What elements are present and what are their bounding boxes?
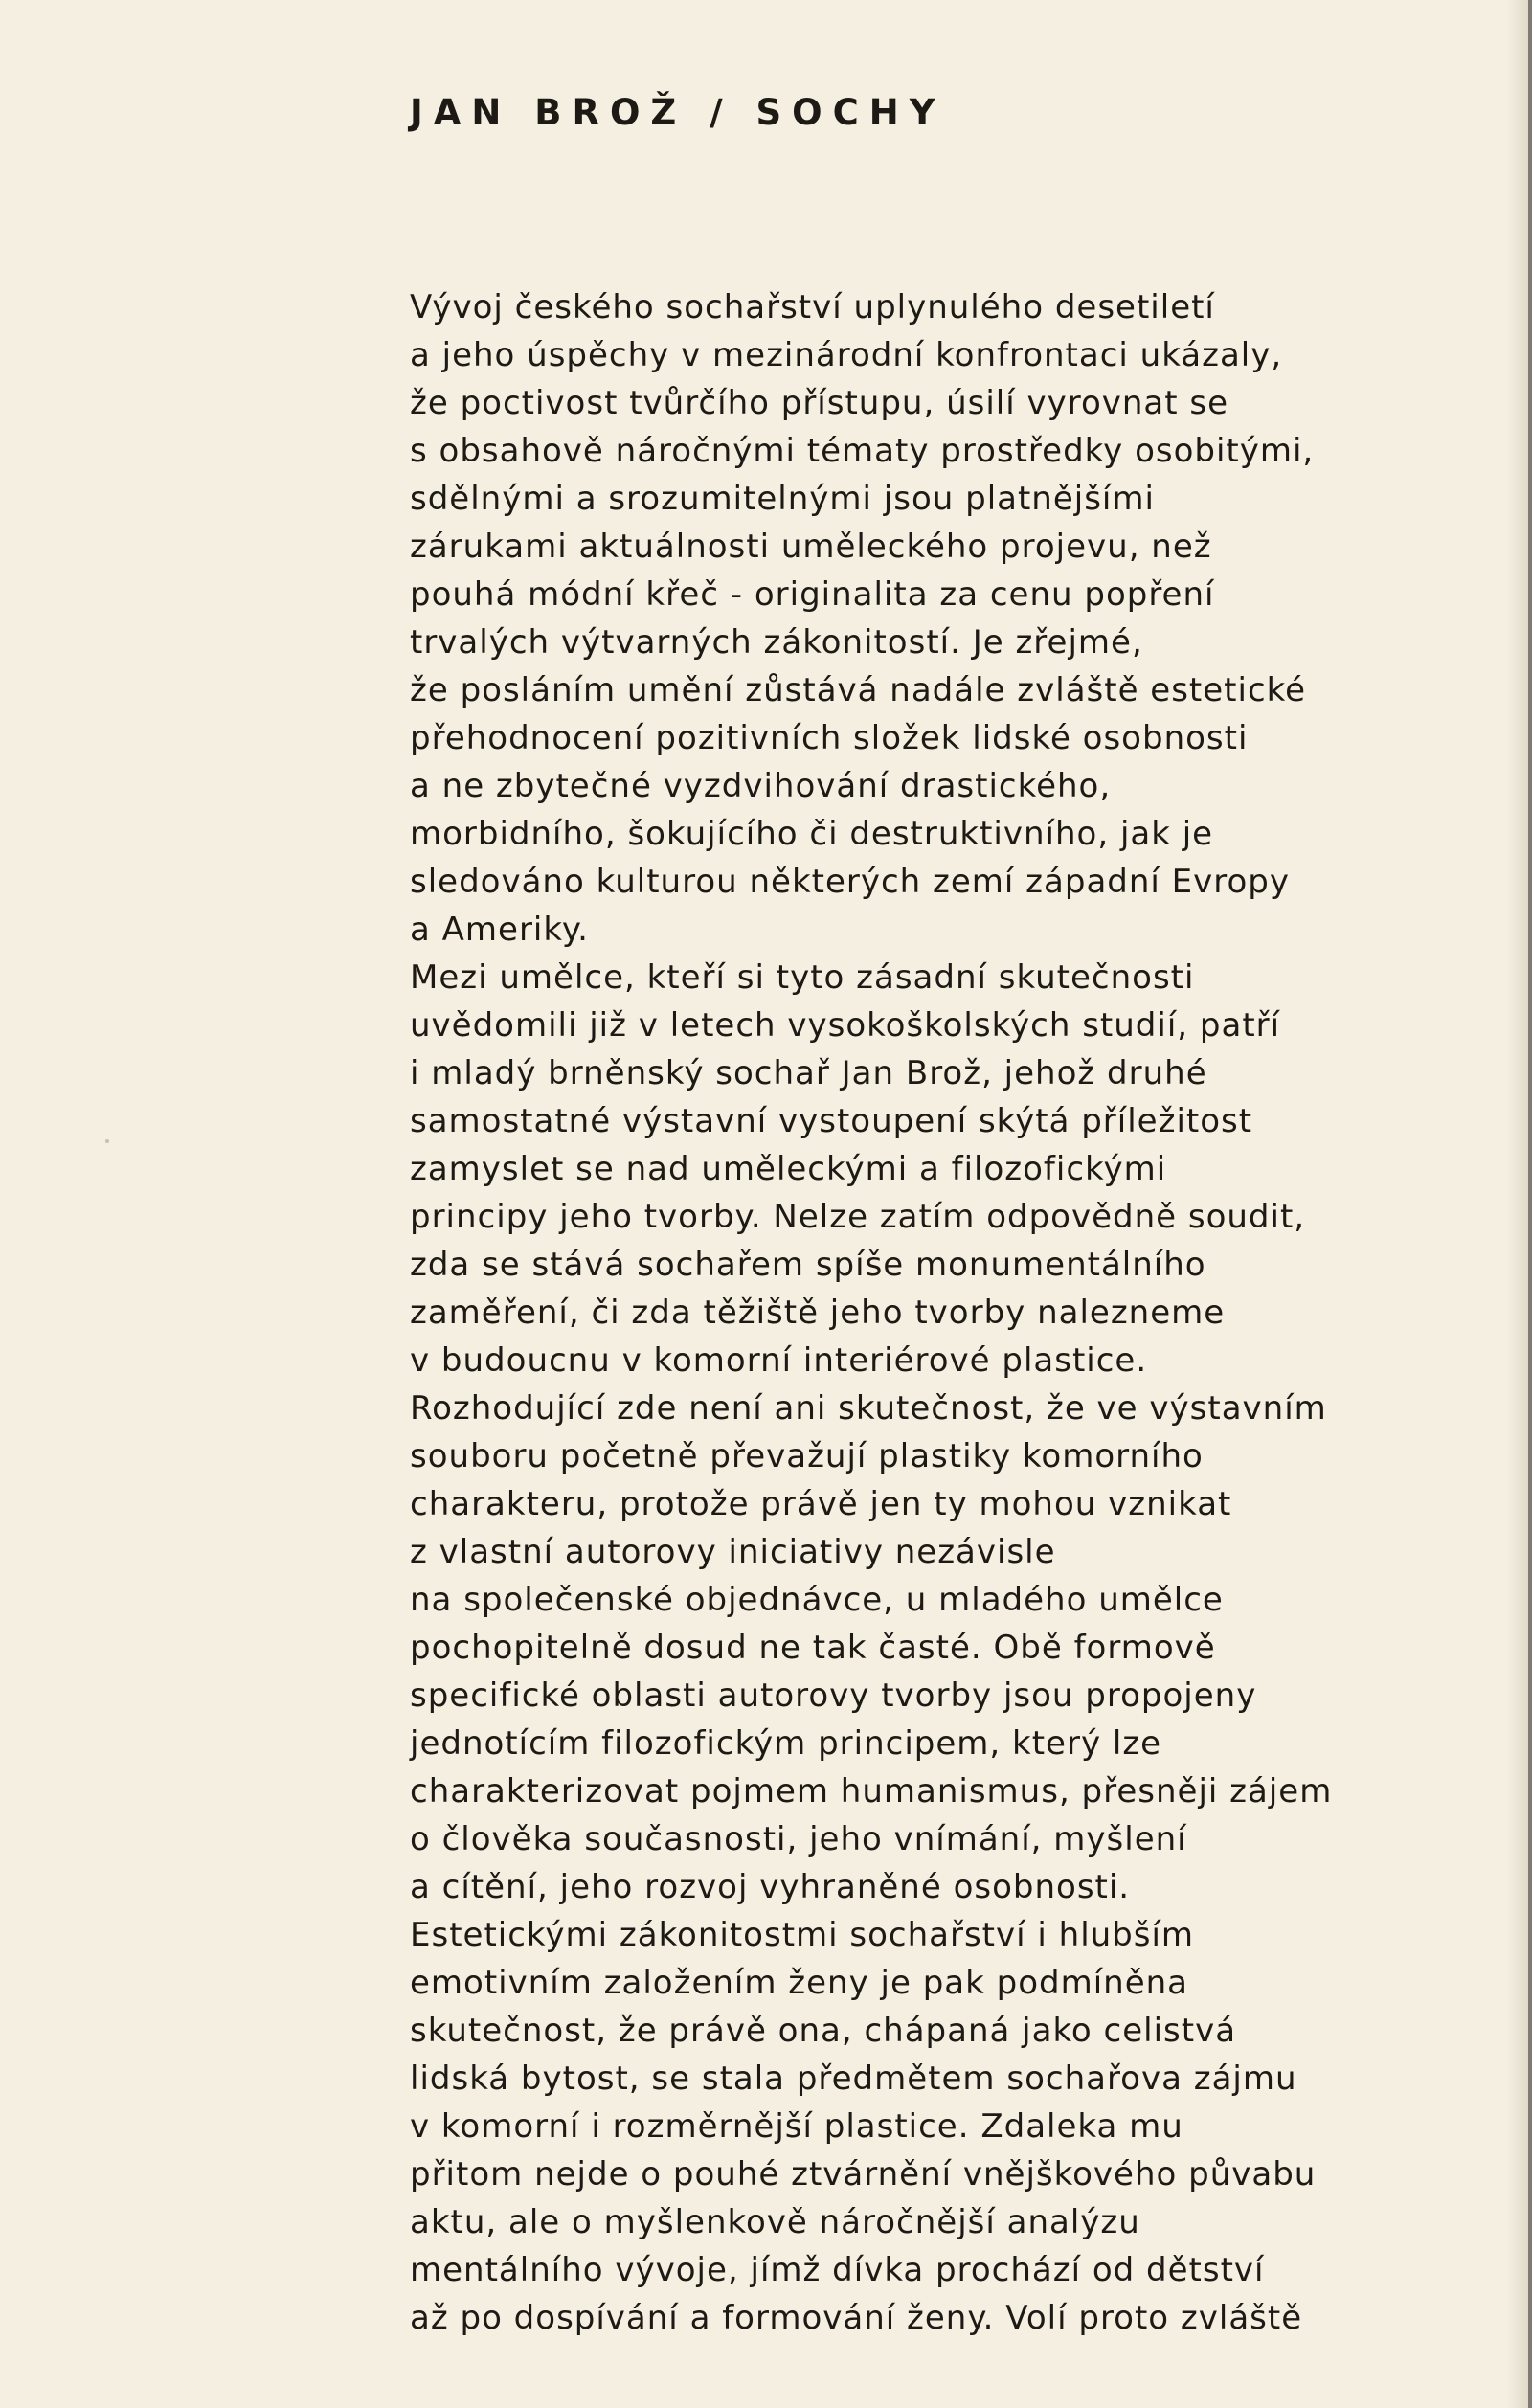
text-line: pochopitelně dosud ne tak časté. Obě formově xyxy=(410,1629,1216,1667)
text-line: aktu, ale o myšlenkově náročnější analýzu xyxy=(410,2203,1140,2241)
text-line: sledováno kulturou některých zemí západní Evropy xyxy=(410,863,1291,901)
text-line: Vývoj českého sochařství uplynulého desetiletí xyxy=(410,288,1215,326)
text-line: zda se stává sochařem spíše monumentálního xyxy=(410,1246,1206,1284)
body-text xyxy=(410,283,1511,2342)
text-line: a jeho úspěchy v mezinárodní konfrontaci ukázaly, xyxy=(410,336,1283,374)
text-line: zaměření, či zda těžiště jeho tvorby nalezneme xyxy=(410,1294,1226,1332)
text-line: na společenské objednávce, u mladého umělce xyxy=(410,1581,1224,1619)
text-line: morbidního, šokujícího či destruktivního, jak je xyxy=(410,815,1214,853)
text-line: přitom nejde o pouhé ztvárnění vnějškového půvabu xyxy=(410,2155,1317,2194)
text-line: a Ameriky. xyxy=(410,911,589,949)
text-line: charakteru, protože právě jen ty mohou vznikat xyxy=(410,1485,1232,1523)
text-line: principy jeho tvorby. Nelze zatím odpovědně soudit, xyxy=(410,1198,1306,1236)
page-title: JAN BROŽ / SOCHY xyxy=(410,92,946,133)
text-line: charakterizovat pojmem humanismus, přesněji zájem xyxy=(410,1772,1333,1811)
text-line: trvalých výtvarných zákonitostí. Je zřejmé, xyxy=(410,623,1143,662)
text-line: až po dospívání a formování ženy. Volí proto zvláště xyxy=(410,2299,1303,2337)
text-line: uvědomili již v letech vysokoškolských studií, patří xyxy=(410,1006,1281,1045)
text-line: o člověka současnosti, jeho vnímání, myšlení xyxy=(410,1820,1187,1858)
text-line: přehodnocení pozitivních složek lidské osobnosti xyxy=(410,719,1249,757)
text-line: skutečnost, že právě ona, chápaná jako celistvá xyxy=(410,2012,1237,2050)
text-line: a ne zbytečné vyzdvihování drastického, xyxy=(410,767,1112,805)
page-edge xyxy=(1528,0,1532,2408)
text-line: zárukami aktuálnosti uměleckého projevu, než xyxy=(410,528,1212,566)
text-line: emotivním založením ženy je pak podmíněna xyxy=(410,1964,1188,2002)
text-line: Mezi umělce, kteří si tyto zásadní skutečnosti xyxy=(410,958,1195,997)
text-line: Estetickými zákonitostmi sochařství i hlubším xyxy=(410,1916,1195,1954)
text-line: mentálního vývoje, jímž dívka prochází od dětství xyxy=(410,2251,1265,2289)
text-line: i mladý brněnský sochař Jan Brož, jehož druhé xyxy=(410,1054,1207,1092)
text-line: z vlastní autorovy iniciativy nezávisle xyxy=(410,1533,1056,1571)
text-line: sdělnými a srozumitelnými jsou platnějšími xyxy=(410,480,1155,518)
text-line: že poctivost tvůrčího přístupu, úsilí vyrovnat se xyxy=(410,384,1229,422)
text-line: jednotícím filozofickým principem, který lze xyxy=(410,1724,1162,1763)
text-line: že posláním umění zůstává nadále zvláště estetické xyxy=(410,671,1307,709)
text-line: zamyslet se nad uměleckými a filozofickými xyxy=(410,1150,1167,1188)
text-line: Rozhodující zde není ani skutečnost, že ve výstavním xyxy=(410,1389,1327,1428)
text-line: lidská bytost, se stala předmětem sochařova zájmu xyxy=(410,2059,1297,2098)
text-line: v budoucnu v komorní interiérové plastice. xyxy=(410,1341,1148,1380)
text-line: specifické oblasti autorovy tvorby jsou propojeny xyxy=(410,1677,1257,1715)
paper-speck xyxy=(105,1139,109,1143)
text-line: s obsahově náročnými tématy prostředky osobitými, xyxy=(410,432,1315,470)
text-line: pouhá módní křeč - originalita za cenu popření xyxy=(410,575,1215,614)
text-line: v komorní i rozměrnější plastice. Zdaleka mu xyxy=(410,2107,1183,2146)
text-line: a cítění, jeho rozvoj vyhraněné osobnosti. xyxy=(410,1868,1131,1906)
text-line: souboru početně převažují plastiky komorního xyxy=(410,1437,1204,1475)
text-line: samostatné výstavní vystoupení skýtá příležitost xyxy=(410,1102,1253,1140)
